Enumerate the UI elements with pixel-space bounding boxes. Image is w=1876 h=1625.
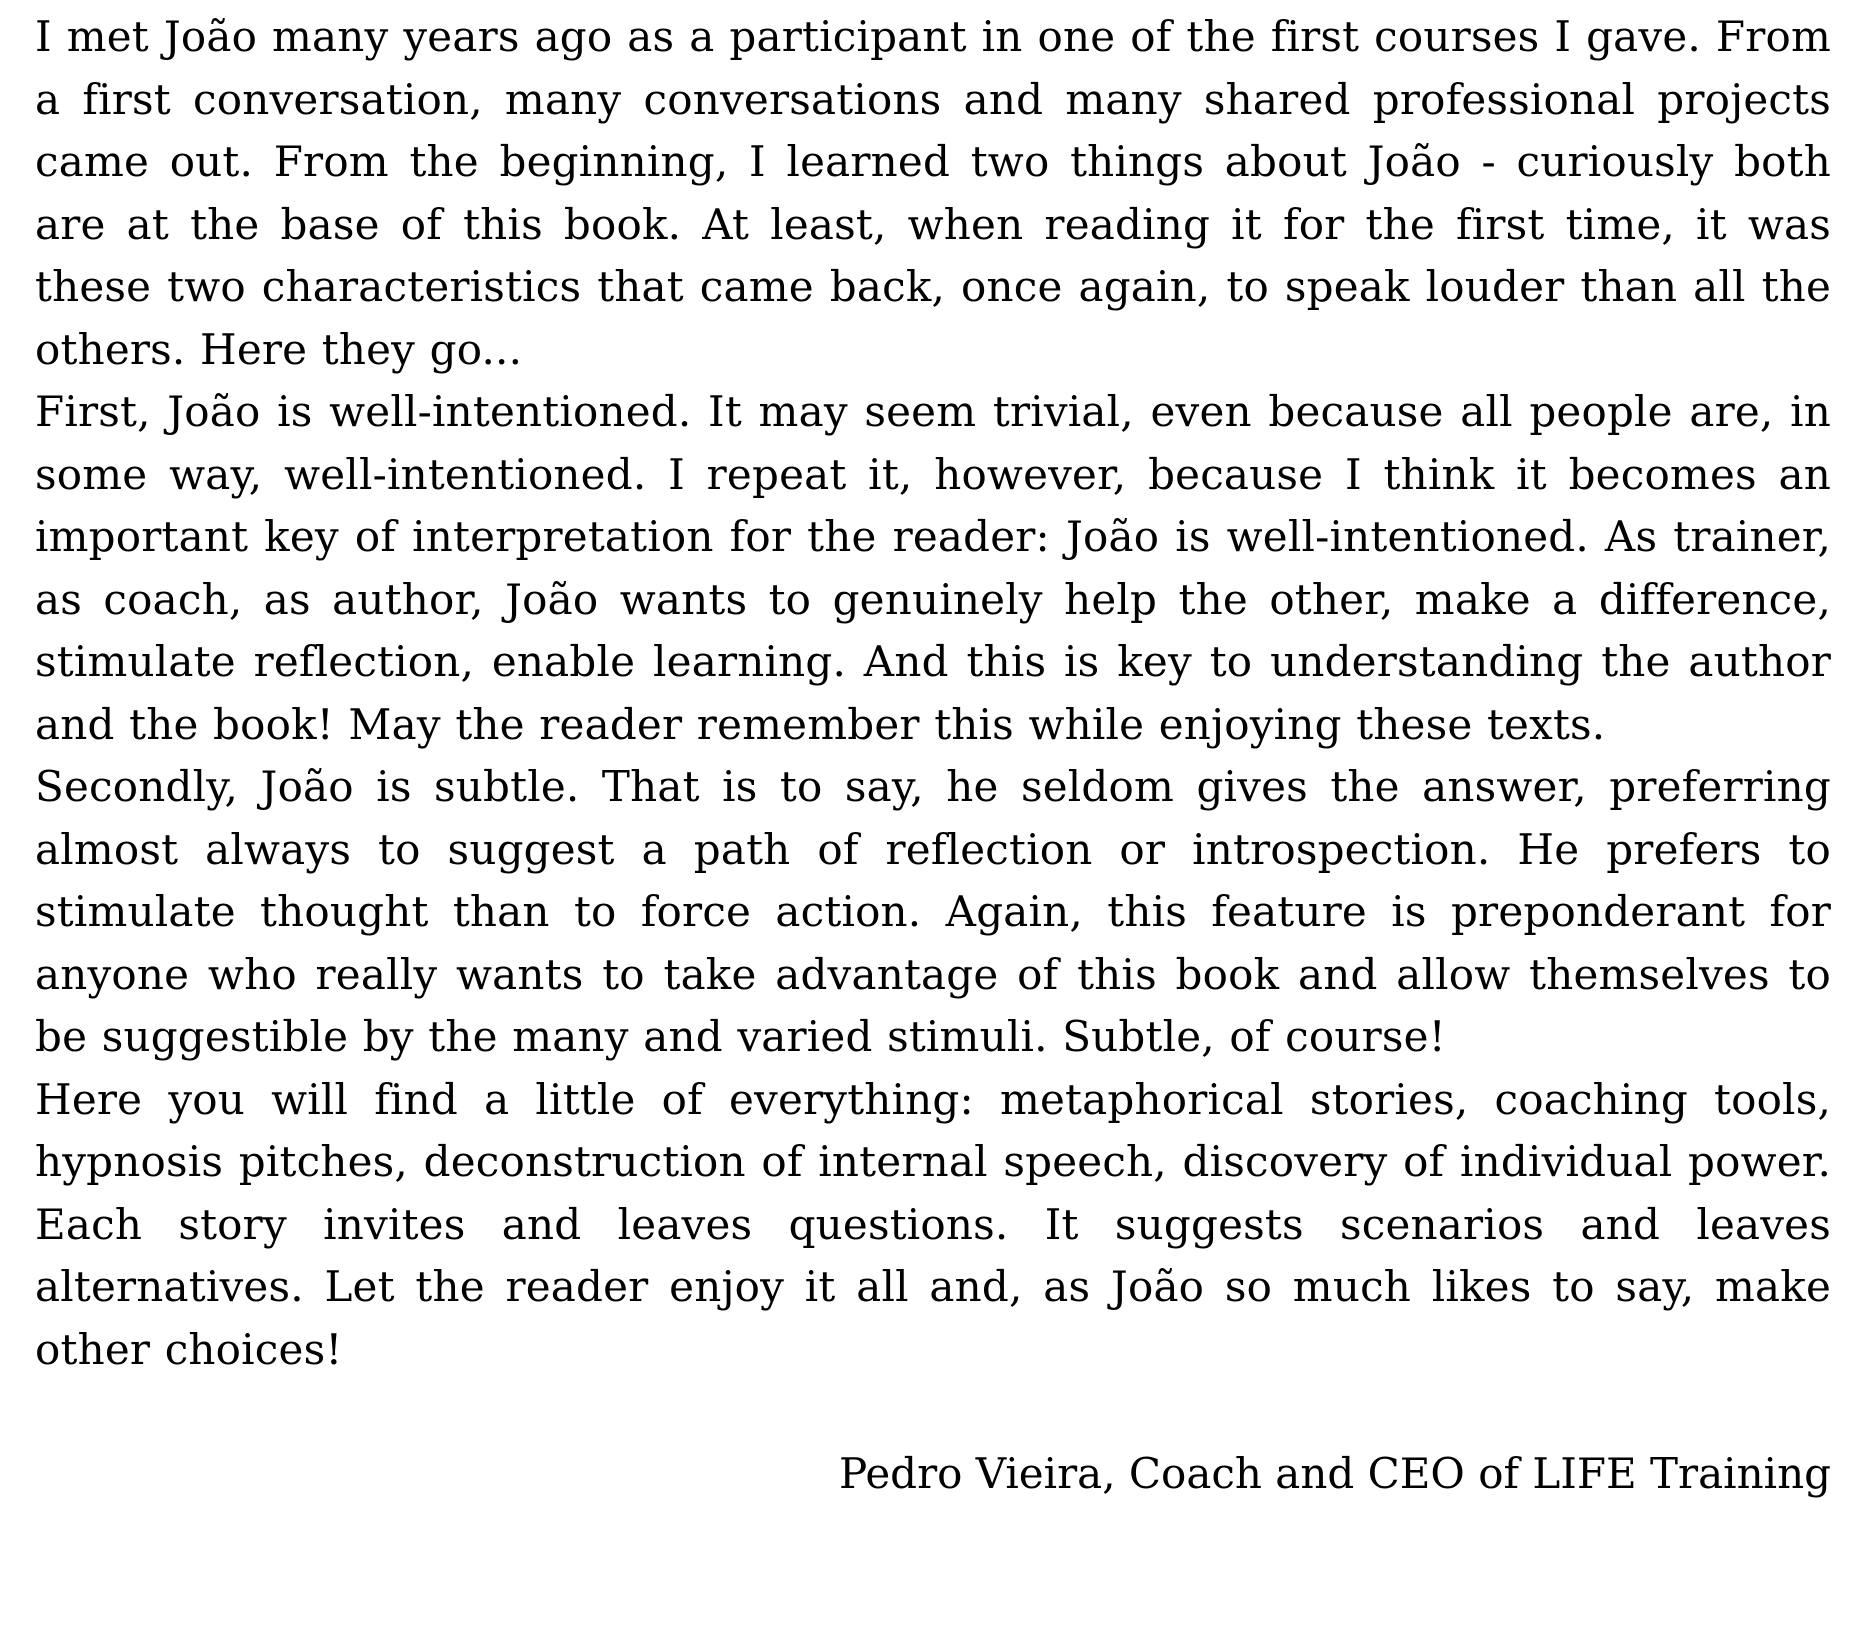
paragraph-subtle: Secondly, João is subtle. That is to say, he seldom gives the answer, preferring almost always to suggest a path of reflection or introspection. He prefers to stimulate thought than to force action. Again, this feature is preponderant for anyone who really wants to take advantage of this book and allow themselves to be suggestible by the many and varied stimuli. Subtle, of course! [35, 762, 1831, 1061]
signature: Pedro Vieira, Coach and CEO of LIFE Training [838, 1449, 1831, 1498]
paragraph-intro: I met João many years ago as a participant in one of the first courses I gave. From a first conversation, many conversations and many shared professional projects came out. From the beginning, I learned two things about João - curiously both are at the base of this book. At least, when reading it for the first time, it was these two characteristics that came back, once again, to speak louder than all the others. Here they go... [35, 12, 1831, 374]
document-body [35, 6, 1831, 1381]
paragraph-contents: Here you will find a little of everything: metaphorical stories, coaching tools, hypnosis pitches, deconstruction of internal speech, discovery of individual power. Each story invites and leaves questions. It suggests scenarios and leaves alternatives. Let the reader enjoy it all and, as João so much likes to say, make other choices! [35, 1074, 1831, 1374]
paragraph-well-intentioned: First, João is well-intentioned. It may seem trivial, even because all people are, in some way, well-intentioned. I repeat it, however, because I think it becomes an important key of interpretation for the reader: João is well-intentioned. As trainer, as coach, as author, João wants to genuinely help the other, make a difference, stimulate reflection, enable learning. And this is key to understanding the author and the book! May the reader remember this while enjoying these texts. [35, 387, 1831, 749]
